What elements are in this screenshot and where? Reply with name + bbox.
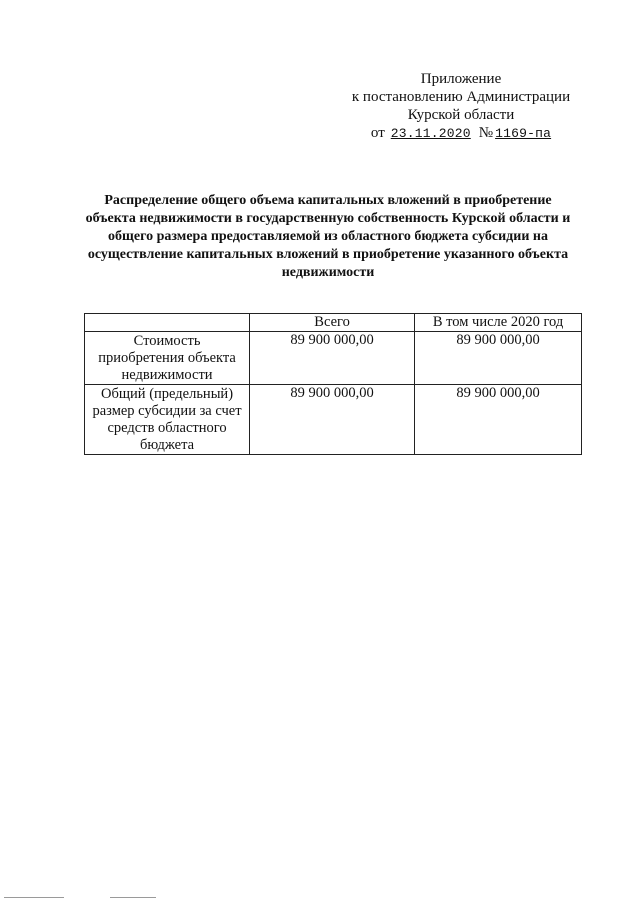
row-label-subsidy: Общий (предельный) размер субсидии за счет средств областного бюджета xyxy=(85,385,250,455)
row-subsidy-2020: 89 900 000,00 xyxy=(415,385,582,455)
scan-artifact-line xyxy=(4,897,64,898)
annex-region: Курской области xyxy=(407,107,515,123)
annex-header xyxy=(330,70,592,143)
scan-artifact-line xyxy=(110,897,156,898)
annex-number: 1169-па xyxy=(495,126,552,141)
header-total: Всего xyxy=(250,314,415,332)
row-cost-total: 89 900 000,00 xyxy=(250,332,415,385)
annex-title: Приложение xyxy=(420,71,502,87)
table-header-row xyxy=(85,314,582,332)
annex-date: 23.11.2020 xyxy=(390,126,471,141)
row-subsidy-total: 89 900 000,00 xyxy=(250,385,415,455)
table-row xyxy=(85,385,582,455)
annex-number-sign: № xyxy=(478,125,494,141)
header-2020: В том числе 2020 год xyxy=(415,314,582,332)
annex-resolution: к постановлению Администрации xyxy=(351,89,571,105)
document-title: Распределение общего объема капитальных вложений в приобретение объекта недвижимости в государственную собственность Курской области и общего размера предоставляемой из областного бюджета субсидии на осуществление капитальных вложений в приобретение указанного объекта недвижимости xyxy=(85,193,571,280)
annex-from-label: от xyxy=(370,125,385,141)
table-row xyxy=(85,332,582,385)
row-cost-2020: 89 900 000,00 xyxy=(415,332,582,385)
row-label-cost: Стоимость приобретения объекта недвижимости xyxy=(85,332,250,385)
header-empty xyxy=(85,314,250,332)
allocation-table xyxy=(84,313,582,455)
annex-date-number xyxy=(330,124,592,143)
